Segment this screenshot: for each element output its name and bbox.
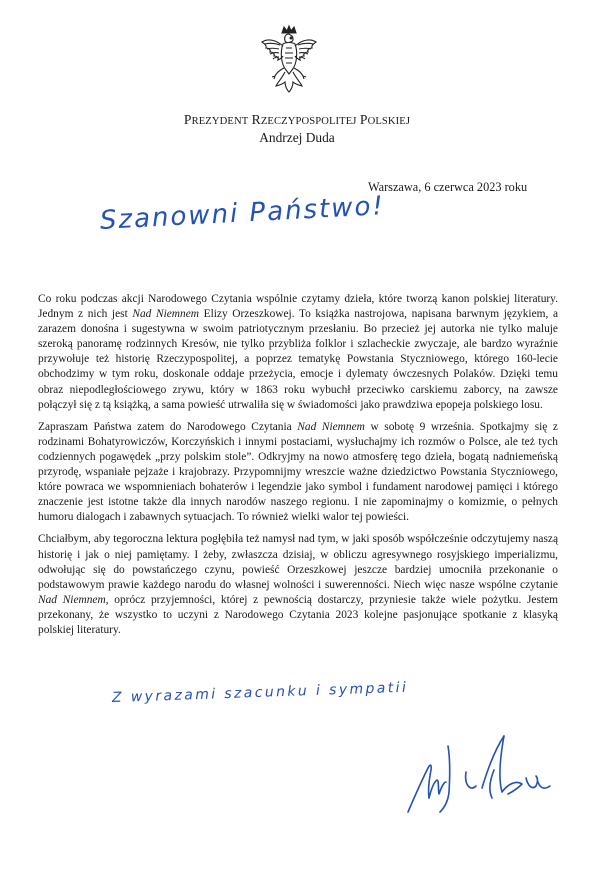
handwritten-closing: Z wyrazami szacunku i sympatii — [111, 679, 409, 706]
polish-eagle-emblem-icon — [258, 24, 320, 96]
date-line: Warszawa, 6 czerwca 2023 roku — [368, 180, 528, 194]
paragraph-3: Chciałbym, aby tegoroczna lektura pogłębiła też namysł nad tym, w jaki sposób współcześnie odczytujemy naszą historię i jak o niej pamiętamy. I żeby, zwłaszcza dzisiaj, w obliczu agresywnego rosyjskiego imperializmu, odwołując się do powstańczego czynu, powieść Orzeszkowej jeszcze bardziej umocniła przekonanie o podstawowym prawie każdego narodu do własnej wolności i suwerenności. Niech więc nasze wspólne czytanie Nad Niemnem, oprócz przyjemności, której z pewnością dostarczy, przyniesie także wiele pożytku. Jestem przekonany, że wszystko to uczyni z Narodowego Czytania 2023 kolejne pasjonujące spotkanie z klasyką polskiej literatury. — [38, 533, 559, 636]
letter-body — [38, 292, 558, 645]
office-title: PREZYDENT RZECZYPOSPOLITEJ POLSKIEJ — [183, 112, 411, 127]
paragraph-2: Zapraszam Państwa zatem do Narodowego Czytania Nad Niemnem w sobotę 9 września. Spotkajmy się z rodzinami Bohatyrowiczów, Korczyńskich i innymi postaciami, wysłuchajmy ich rozmów o Polsce, ale też tych codziennych pogawędek „przy polskim stole”. Odkryjmy na nowo atmosferę tego dzieła, bogatą nadniemeńską przyrodę, wspaniałe pejzaże i krajobrazy. Przypomnijmy wreszcie ważne dziedzictwo Powstania Styczniowego, które powraca we wspomnieniach bohaterów i legendzie jako symbol i fundament narodowej pamięci i którego znaczenie jest istotne także dla innych narodów naszego regionu. I nie zapominajmy o komizmie, o pełnych humoru dialogach i zabawnych sytuacjach. To również wielki walor tej powieści. — [38, 420, 558, 524]
sender-name: Andrzej Duda — [259, 130, 335, 145]
handwritten-greeting: Szanowni Państwo! — [99, 191, 386, 236]
handwritten-signature-icon — [404, 728, 564, 818]
paragraph-1: Co roku podczas akcji Narodowego Czytania wspólnie czytamy dzieła, które tworzą kanon polskiej literatury. Jednym z nich jest Nad Niemnem Elizy Orzeszkowej. To książka nastrojowa, napisana barwnym językiem, a zarazem donośna i sugestywna w swoim patriotycznym przesłaniu. Bo przecież jej autorka nie tylko maluje szeroką panoramę rodzinnych Kresów, nie tylko przybliża folklor i szlacheckie zwyczaje, ale bardzo wyraźnie przywołuje też historię Rzeczypospolitej, a poprzez tematykę Powstania Styczniowego, którego 160-lecie obchodzimy w tym roku, doskonale oddaje przeżycia, emocje i dylematy ówczesnych Polaków. Dzięki temu obraz niepodległościowego zrywu, który w 1863 roku wybuchł przeciwko carskiemu zaborcy, na zawsze połączył się z tą książką, a sama powieść utrwaliła się w świadomości jako prawdziwa epopeja polskiego losu. — [38, 293, 558, 411]
